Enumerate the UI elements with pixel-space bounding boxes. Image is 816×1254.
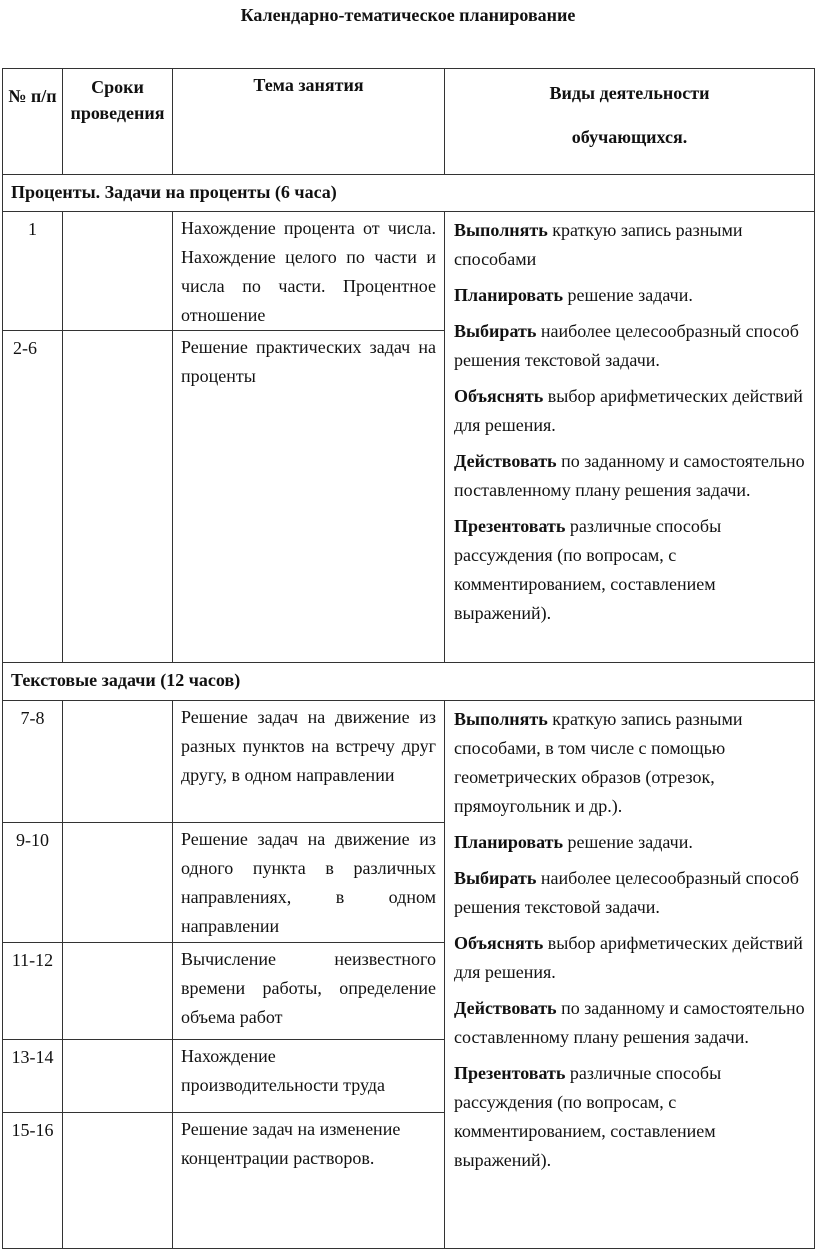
table-header-row <box>3 69 815 175</box>
row-date <box>63 1113 173 1249</box>
header-activities-line2: обучающихся. <box>571 127 688 147</box>
header-topic: Тема занятия <box>173 69 445 175</box>
activity-text: краткую запись разными способами <box>454 220 743 269</box>
header-activities <box>445 69 815 175</box>
activity-verb: Объяснять <box>454 933 544 953</box>
planning-table <box>2 68 815 1249</box>
activities-cell <box>445 701 815 1249</box>
row-topic: Нахождение производительности труда <box>173 1040 445 1113</box>
row-date <box>63 943 173 1040</box>
row-topic: Нахождение процента от числа. Нахождение целого по части и числа по части. Процентное отношение <box>173 212 445 331</box>
row-date <box>63 823 173 943</box>
activity-text: по заданному и самостоятельно поставленному плану решения задачи. <box>454 451 805 500</box>
header-activities-line1: Виды деятельности <box>549 83 710 103</box>
activity-item <box>454 1059 806 1175</box>
row-topic: Решение практических задач на проценты <box>173 331 445 663</box>
section-title: Текстовые задачи (12 часов) <box>3 663 815 701</box>
activity-text: выбор арифметических действий для решения. <box>454 933 803 982</box>
row-date <box>63 212 173 331</box>
activity-item <box>454 512 806 628</box>
activity-text: наиболее целесообразный способ решения текстовой задачи. <box>454 321 799 370</box>
activity-verb: Действовать <box>454 998 557 1018</box>
activity-item <box>454 382 806 440</box>
row-number: 15-16 <box>3 1113 63 1249</box>
section-row <box>3 663 815 701</box>
activity-item <box>454 281 806 310</box>
activity-text: различные способы рассуждения (по вопросам, с комментированием, составлением выражений). <box>454 516 722 623</box>
row-topic: Решение задач на движение из разных пунктов на встречу друг другу, в одном направлении <box>173 701 445 823</box>
section-row <box>3 175 815 212</box>
activity-item <box>454 216 806 274</box>
header-number: № п/п <box>3 69 63 175</box>
activity-item <box>454 929 806 987</box>
document-title: Календарно-тематическое планирование <box>240 5 576 25</box>
activity-verb: Выполнять <box>454 220 548 240</box>
activity-verb: Выполнять <box>454 709 548 729</box>
activity-text: выбор арифметических действий для решения. <box>454 386 803 435</box>
activity-verb: Планировать <box>454 832 564 852</box>
row-topic: Решение задач на изменение концентрации растворов. <box>173 1113 445 1249</box>
row-number: 1 <box>3 212 63 331</box>
activity-verb: Планировать <box>454 285 564 305</box>
activity-item <box>454 994 806 1052</box>
table-row <box>3 212 815 331</box>
activity-text: краткую запись разными способами, в том числе с помощью геометрических образов (отрезок, прямоугольник и др.). <box>454 709 743 816</box>
row-date <box>63 1040 173 1113</box>
table-row <box>3 701 815 823</box>
activity-verb: Выбирать <box>454 321 537 341</box>
row-date <box>63 331 173 663</box>
row-date <box>63 701 173 823</box>
row-number: 2-6 <box>3 331 63 663</box>
header-dates: Сроки проведения <box>63 69 173 175</box>
activity-text: наиболее целесообразный способ решения текстовой задачи. <box>454 868 799 917</box>
activity-item <box>454 447 806 505</box>
row-number: 7-8 <box>3 701 63 823</box>
activity-item <box>454 828 806 857</box>
activity-verb: Презентовать <box>454 516 566 536</box>
activity-verb: Действовать <box>454 451 557 471</box>
activity-text: решение задачи. <box>563 285 693 305</box>
activity-item <box>454 705 806 821</box>
activity-verb: Выбирать <box>454 868 537 888</box>
row-topic: Решение задач на движение из одного пункта в различных направлениях, в одном направлении <box>173 823 445 943</box>
activity-item <box>454 864 806 922</box>
row-number: 11-12 <box>3 943 63 1040</box>
activity-verb: Презентовать <box>454 1063 566 1083</box>
row-topic: Вычисление неизвестного времени работы, определение объема работ <box>173 943 445 1040</box>
activity-item <box>454 317 806 375</box>
row-number: 9-10 <box>3 823 63 943</box>
activity-verb: Объяснять <box>454 386 544 406</box>
row-number: 13-14 <box>3 1040 63 1113</box>
activity-text: различные способы рассуждения (по вопросам, с комментированием, составлением выражений). <box>454 1063 722 1170</box>
activity-text: по заданному и самостоятельно составленному плану решения задачи. <box>454 998 805 1047</box>
activity-text: решение задачи. <box>563 832 693 852</box>
section-title: Проценты. Задачи на проценты (6 часа) <box>3 175 815 212</box>
activities-cell <box>445 212 815 663</box>
